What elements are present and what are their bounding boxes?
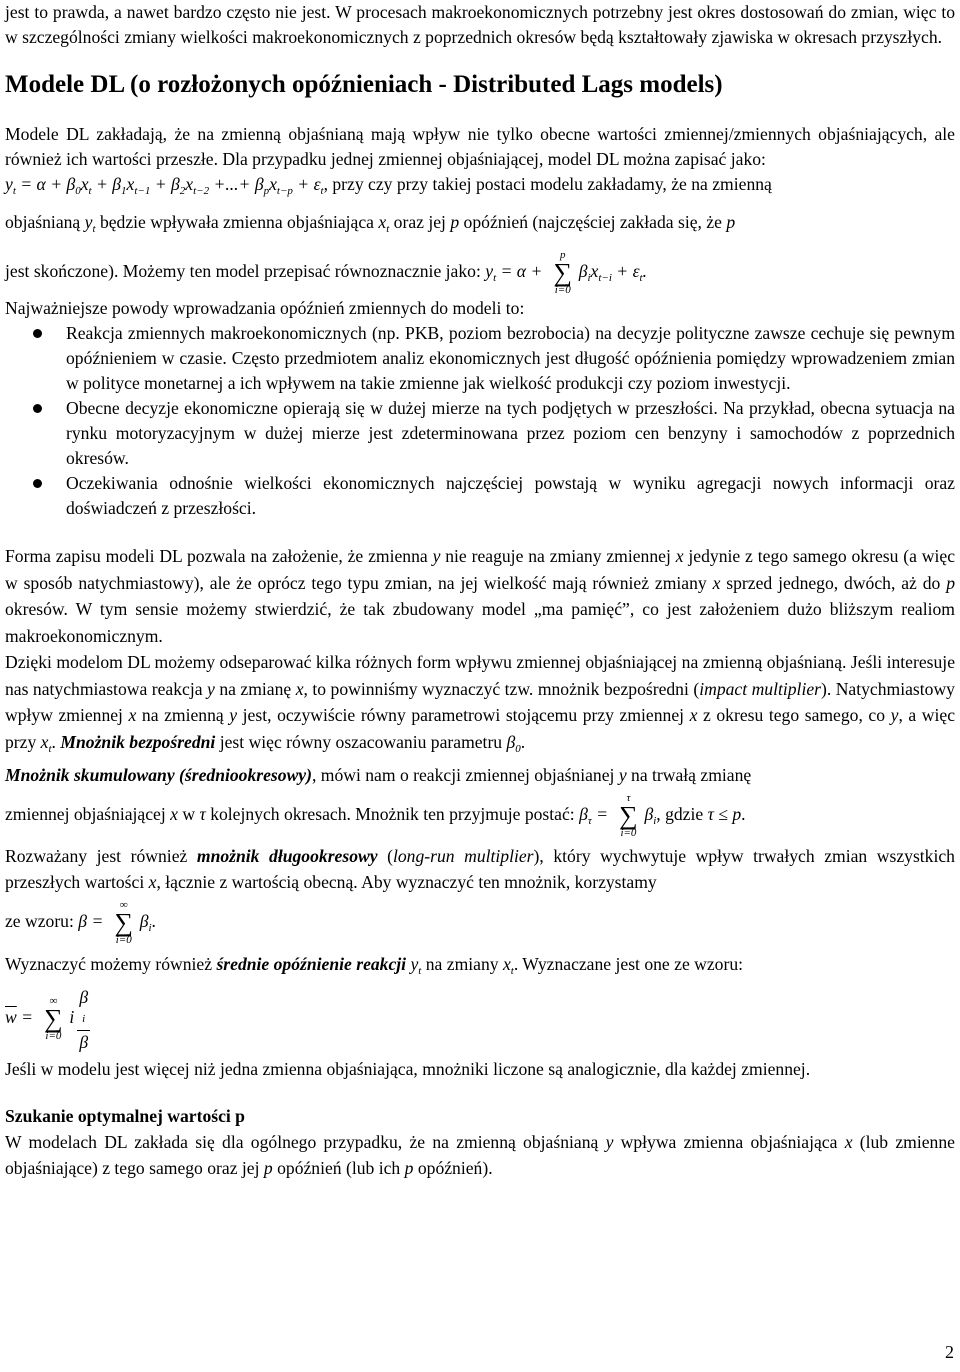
paragraph-multipliers: Dzięki modelom DL możemy odseparować kilka różnych form wpływu zmiennej objaśniającej na zmienną objaśnianą. Jeśli interesuje nas natychmiastowa reakcja y na zmianę x, to powinniśmy wyznaczyć tzw. mnożnik bezpośredni (impact multiplier). Natychmiastowy wpływ zmiennej x na zmienną y jest, oczywiście równy parametrowi stojącemu przy zmiennej x z okresu tego samego, co y, a więc przy $x_t$. Mnożnik bezpośredni jest więc równy oszacowaniu parametru $\beta_0$.	[5, 652, 956, 755]
list-item: Reakcja zmiennych makroekonomicznych (np. PKB, poziom bezrobocia) na decyzje polityczne zawsze cechuje się pewnym opóźnieniem w czasie. Często przedmiotem analiz ekonomicznych jest długość opóźnienia pomiędzy wprowadzeniem zmian w polityce monetarnej a ich wpływem na takie zmienne jak wielkość produkcji czy poziom inwestycji.	[5, 321, 955, 396]
paragraph-multiple-vars: Jeśli w modelu jest więcej niż jedna zmienna objaśniająca, mnożniki liczone są analogicznie, dla każdej zmiennej.	[5, 1058, 811, 1079]
paragraph-mean-lag: Wyznaczyć możemy również średnie opóźnienie reakcji $y_t$ na zmiany $x_t$. Wyznaczane jest one ze wzoru:	[5, 953, 744, 977]
equation-dl-sum: $y_t = \alpha$ + p ∑ i=0 $\beta_ix_{t-i} + \varepsilon_t$.	[485, 249, 647, 296]
reasons-intro: Najważniejsze powody wprowadzania opóźnień zmiennych do modeli to:	[5, 298, 525, 318]
page-number: 2	[945, 1342, 954, 1362]
paragraph-memory: Forma zapisu modeli DL pozwala na założenie, że zmienna y nie reaguje na zmiany zmiennej x jedynie z tego samego okresu (a więc w sposób natychmiastowy), ale że oprócz tego typu zmian, na jej wielkość mają również zmiany x sprzed jednego, dwóch, aż do p okresów. W tym sensie możemy stwierdzić, że tak zbudowany model „ma pamięć”, co jest założeniem dużo bliższym realiom makroekonomicznym.	[5, 546, 956, 646]
list-item: Obecne decyzje ekonomiczne opierają się w dużej mierze na tych podjętych w przeszłości. Na przykład, obecna sytuacja na rynku motoryzacyjnym w dużej mierze jest zdeterminowana przez poziom cen benzyny i samochodów z poprzednich okresów.	[5, 396, 955, 471]
paragraph-cumulative-formula: zmiennej objaśniającej x w τ kolejnych okresach. Mnożnik ten przyjmuje postać: $\beta_\tau$ = τ ∑ i=0 $\beta_i$, gdzie τ ≤ p.	[5, 791, 746, 839]
section-heading: Modele DL (o rozłożonych opóźnieniach - Distributed Lags models)	[5, 71, 723, 98]
list-item: Oczekiwania odnośnie wielkości ekonomicznych najczęściej powstają w wyniku agregacji nowych informacji oraz doświadczeń z przeszłości.	[5, 471, 955, 521]
paragraph-optimal-p: W modelach DL zakłada się dla ogólnego przypadku, że na zmienną objaśnianą y wpływa zmienna objaśniająca x (lub zmienne objaśniające) z tego samego oraz jej p opóźnień (lub ich p opóźnień).	[5, 1131, 955, 1178]
reasons-list	[5, 321, 955, 521]
paragraph-model-dl: Modele DL zakładają, że na zmienną objaśnianą mają wpływ nie tylko obecne wartości zmiennej/zmiennych objaśniających, ale również ich wartości przeszłe. Dla przypadku jednej zmiennej objaśniającej, model DL można zapisać jako: $y_t = \alpha + \beta_0x_t + \beta_1x_{t-1} + \beta_2x_{t-2}$ +...+ $\beta_px_{t-p} + \varepsilon_t$, przy czy przy takiej postaci modelu zakładamy, że na zmienną	[5, 124, 955, 197]
document-page	[5, 0, 955, 1182]
bullet-icon	[33, 479, 42, 488]
bullet-icon	[33, 329, 42, 338]
paragraph-model-dl-sum: jest skończone). Możemy ten model przepisać równoznacznie jako: $y_t = \alpha$ + p ∑ i=0 $\beta_ix_{t-i} + \varepsilon_t$.	[5, 249, 647, 296]
paragraph-longrun-formula: ze wzoru: β = ∞ ∑ i=0 $\beta_i$.	[5, 898, 156, 946]
equation-dl: $y_t = \alpha + \beta_0x_t + \beta_1x_{t-1} + \beta_2x_{t-2}$ +...+ $\beta_px_{t-p} + \varepsilon_t$	[5, 174, 324, 197]
equation-mean-lag: $\overline{w}$ = ∞ ∑ i=0 i β i β	[5, 986, 89, 1052]
subheading-optimal-p: Szukanie optymalnej wartości p	[5, 1105, 245, 1126]
intro-paragraph: jest to prawda, a nawet bardzo często nie jest. W procesach makroekonomicznych potrzebny jest okres dostosowań do zmian, więc to w szczególności zmiany wielkości makroekonomicznych z poprzednich okresów będą kształtowały zjawiska w okresach przyszłych.	[5, 2, 955, 47]
paragraph-model-dl-cont: objaśnianą $y_t$ będzie wpływała zmienna objaśniająca $x_t$ oraz jej p opóźnień (najczęściej zakłada się, że p	[5, 212, 736, 235]
bullet-icon	[33, 404, 42, 413]
paragraph-longrun: Rozważany jest również mnożnik długookresowy (long-run multiplier), który wychwytuje wpływ trwałych zmian wszystkich przeszłych wartości x, łącznie z wartością obecną. Aby wyznaczyć ten mnożnik, korzystamy	[5, 845, 955, 892]
paragraph-cumulative: Mnożnik skumulowany (średniookresowy), mówi nam o reakcji zmiennej objaśnianej y na trwałą zmianę	[5, 765, 752, 785]
